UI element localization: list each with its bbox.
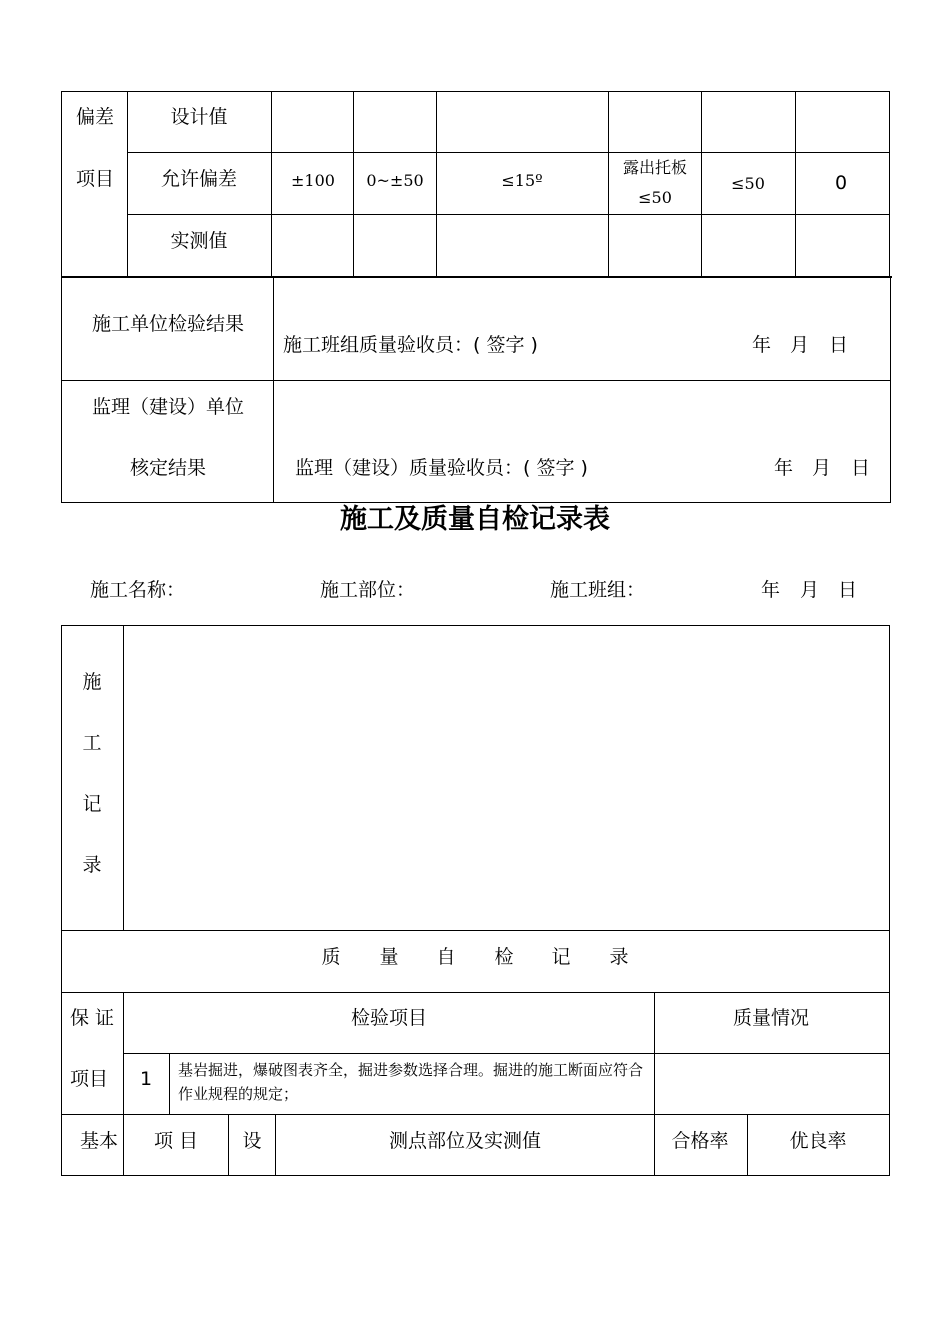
deviation-label: 偏差 <box>75 106 115 128</box>
date-day: 日 <box>829 334 849 356</box>
guarantee-item-text: 基岩掘进，爆破图表齐全，掘进参数选择合理。掘进的施工断面应符合作业规程的规定； <box>178 1061 644 1103</box>
item-header: 项 目 <box>153 1130 199 1152</box>
form-title: 施工及质量自检记录表 <box>340 504 610 535</box>
basic-item-label: 基本 <box>79 1130 119 1152</box>
date-month: 月 <box>790 334 810 356</box>
measured-value-label: 实测值 <box>170 230 228 252</box>
inspection-result-label: 施工单位检验结果 <box>91 313 245 335</box>
inspection-item-header: 检验项目 <box>350 1007 428 1029</box>
construction-team-label: 施工班组： <box>550 579 646 601</box>
section-title-char: 自 <box>436 946 456 968</box>
tolerance-value: ≤15º <box>501 171 543 190</box>
date-month: 月 <box>812 457 832 479</box>
design-header: 设 <box>242 1130 262 1152</box>
tolerance-value: 0 <box>834 172 848 194</box>
record-label-char: 施 <box>82 671 102 693</box>
measurement-header: 测点部位及实测值 <box>388 1130 542 1152</box>
section-title-char: 量 <box>379 946 399 968</box>
inspector-signature: 施工班组质量验收员：( 签字 ) <box>283 334 538 356</box>
date-month: 月 <box>800 579 820 601</box>
section-title-char: 记 <box>551 946 571 968</box>
construction-part-label: 施工部位： <box>320 579 416 601</box>
date-day: 日 <box>851 457 871 479</box>
section-title-char: 质 <box>321 946 341 968</box>
guarantee-label: 保 证 <box>69 1007 115 1029</box>
verification-label: 核定结果 <box>129 457 207 479</box>
date-year: 年 <box>761 579 781 601</box>
supervision-label: 监理（建设）单位 <box>91 396 245 418</box>
section-title-char: 检 <box>494 946 514 968</box>
date-year: 年 <box>774 457 794 479</box>
date-year: 年 <box>752 334 772 356</box>
tolerance-value: 0~±50 <box>366 171 424 190</box>
guarantee-item-label: 项目 <box>69 1068 109 1090</box>
supervisor-signature: 监理（建设）质量验收员：( 签字 ) <box>295 457 588 479</box>
tolerance-value: ≤50 <box>731 174 765 193</box>
design-value-label: 设计值 <box>170 106 228 128</box>
quality-status-header: 质量情况 <box>732 1007 810 1029</box>
construction-name-label: 施工名称： <box>90 579 186 601</box>
section-title-char: 录 <box>609 946 629 968</box>
record-label-char: 录 <box>82 854 102 876</box>
tolerance-value: ±100 <box>291 171 335 190</box>
tolerance-label: 允许偏差 <box>160 168 238 190</box>
item-label: 项目 <box>75 168 115 190</box>
record-label-char: 工 <box>82 732 102 754</box>
tolerance-value: 露出托板 <box>622 158 688 177</box>
pass-rate-header: 合格率 <box>671 1130 729 1152</box>
item-number: 1 <box>139 1068 153 1090</box>
tolerance-value: ≤50 <box>638 188 672 207</box>
record-label-char: 记 <box>82 793 102 815</box>
excellent-rate-header: 优良率 <box>789 1130 847 1152</box>
date-day: 日 <box>838 579 858 601</box>
